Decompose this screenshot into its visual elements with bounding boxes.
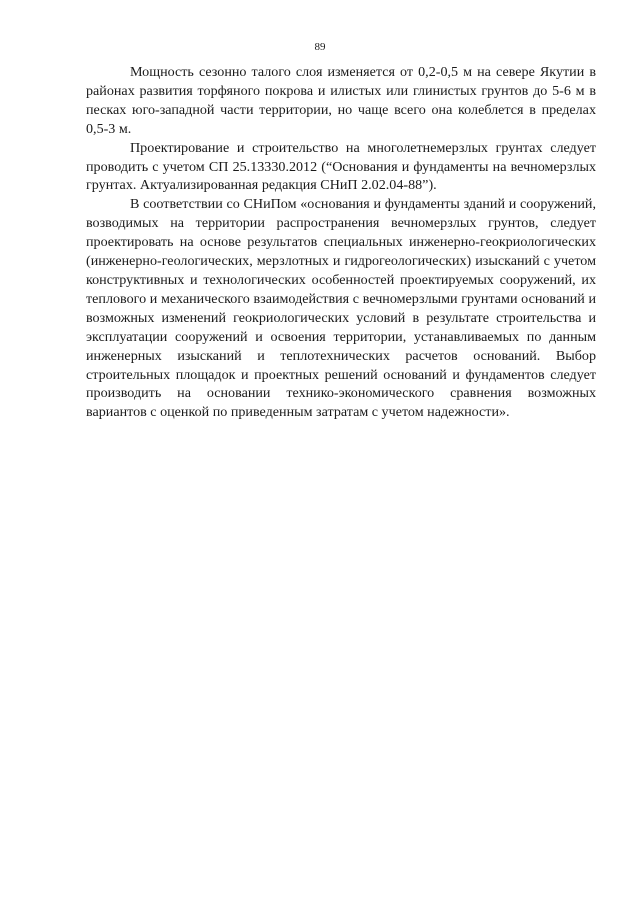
page-number: 89 [314, 41, 326, 53]
paragraph-design-standard: Проектирование и строительство на многолетнемерзлых грунтах следует проводить с учетом СП 25.13330.2012 (“Основания и фундаменты на вечномерзлых грунтах. Актуализированная редакция СНиП 2.02.04-88”). [86, 139, 596, 194]
body-text [86, 63, 596, 422]
paragraph-thaw-layer-thickness: Мощность сезонно талого слоя изменяется от 0,2-0,5 м на севере Якутии в районах развития торфяного покрова и илистых или глинистых грунтов до 5-6 м в песках юго-западной части территории, но чаще всего она колеблется в пределах 0,5-3 м. [86, 64, 596, 137]
paragraph-snip-requirements: В соответствии со СНиПом «основания и фундаменты зданий и сооружений, возводимых на территории распространения вечномерзлых грунтов, следует проектировать на основе результатов специальных инженерно-геокриологических (инженерно-геологических, мерзлотных и гидрогеологических) изысканий с учетом конструктивных и технологических особенностей проектируемых сооружений, их теплового и механического взаимодействия с вечномерзлыми грунтами оснований и возможных изменений геокриологических условий в результате строительства и эксплуатации сооружений и освоения территории, устанавливаемых по данным инженерных изысканий и теплотехнических расчетов оснований. Выбор строительных площадок и проектных решений оснований и фундаментов следует производить на основании технико-экономического сравнения возможных вариантов с оценкой по приведенным затратам с учетом надежности». [86, 196, 596, 421]
